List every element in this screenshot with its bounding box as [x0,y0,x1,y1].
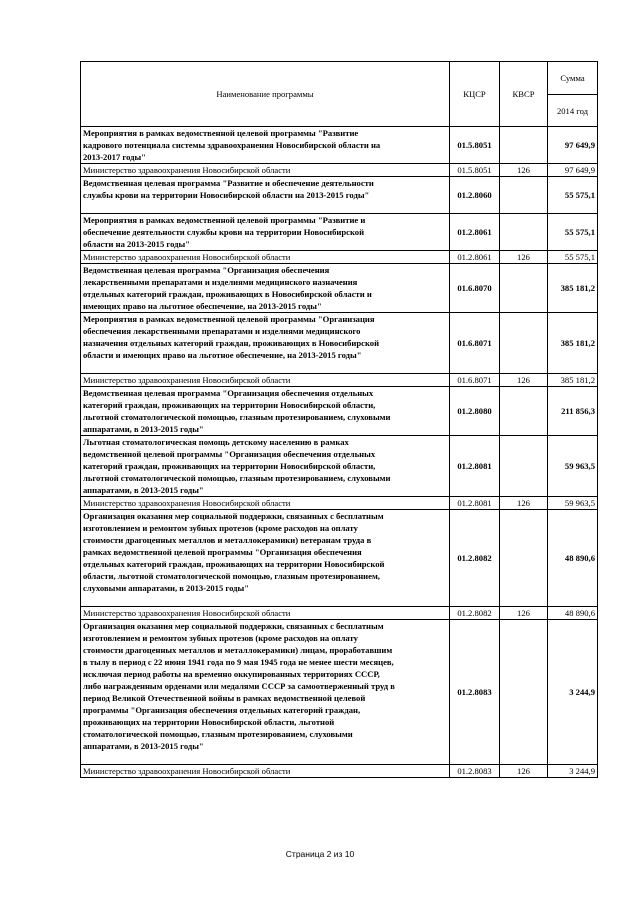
program-name-cell [81,387,450,436]
kcsr-cell: 01.2.8081 [450,497,500,510]
program-name-line: имеющих право на льготное обеспечение, на 2013-2015 годы" [83,301,322,311]
program-row [81,387,598,436]
ministry-row [81,497,598,510]
program-name-line: аппаратами, в 2013-2015 годы" [83,424,204,434]
kcsr-cell: 01.6.8070 [450,264,500,313]
kvsr-cell [500,620,548,765]
program-name-line: Ведомственная целевая программа "Организация обеспечения [83,265,330,275]
header-kcsr: КЦСР [450,62,500,127]
kvsr-cell [500,264,548,313]
kvsr-cell [500,510,548,607]
program-name-cell [81,264,450,313]
program-name-line: Организация оказания мер социальной поддержки, связанных с бесплатным [83,511,384,521]
program-name-line: отдельных категорий граждан, проживающих в Новосибирской области и [83,289,372,299]
sum-cell: 48 890,6 [548,510,598,607]
program-name-line: Ведомственная целевая программа "Развитие и обеспечение деятельности [83,178,374,188]
kvsr-cell: 126 [500,497,548,510]
program-name-cell [81,177,450,214]
sum-cell: 59 963,5 [548,497,598,510]
program-name-line: стоимости драгоценных металлов и металлокерамики) лицам, проработавшим [83,645,393,655]
program-name-cell [81,251,450,264]
program-name-cell [81,765,450,778]
kvsr-cell: 126 [500,765,548,778]
program-name-line: ведомственной целевой программы "Организация обеспечения отдельных [83,449,376,459]
program-name-line: области, льготной стоматологической помощью, глазным протезированием, [83,571,380,581]
program-row [81,510,598,607]
program-name-cell [81,313,450,374]
program-name-line: кадрового потенциала системы здравоохранения Новосибирской области на [83,140,381,150]
program-name-line: либо награжденным орденами или медалями СССР за самоотверженный труд в [83,681,395,691]
ministry-row [81,164,598,177]
kvsr-cell [500,127,548,164]
kvsr-cell: 126 [500,374,548,387]
sum-cell: 55 575,1 [548,177,598,214]
program-name-line: Льготная стоматологическая помощь детскому населению в рамках [83,437,349,447]
sum-cell: 3 244,9 [548,620,598,765]
ministry-row [81,374,598,387]
program-row [81,313,598,374]
program-name-line: льготной стоматологической помощью, глазным протезированием, слуховыми [83,412,391,422]
program-name-line: отдельных категорий граждан, проживающих на территории Новосибирской [83,559,385,569]
program-row [81,436,598,497]
budget-table-container [80,61,597,778]
program-name-line: службы крови на территории Новосибирской области на 2013-2015 годы" [83,190,370,200]
program-name-line: области на 2013-2015 годы" [83,239,190,249]
kvsr-cell: 126 [500,164,548,177]
program-name-line: исключая период работы на временно оккупированных территориях СССР, [83,669,380,679]
sum-cell: 385 181,2 [548,264,598,313]
kcsr-cell: 01.6.8071 [450,313,500,374]
program-name-line: изготовлением и ремонтом зубных протезов (кроме расходов на оплату [83,523,358,533]
program-name-cell [81,607,450,620]
program-name-line: категорий граждан, проживающих на территории Новосибирской области, [83,461,376,471]
program-name-cell [81,127,450,164]
program-row [81,177,598,214]
sum-cell: 3 244,9 [548,765,598,778]
kcsr-cell: 01.2.8061 [450,214,500,251]
kcsr-cell: 01.2.8082 [450,510,500,607]
kvsr-cell [500,387,548,436]
kcsr-cell: 01.2.8060 [450,177,500,214]
ministry-row [81,251,598,264]
kcsr-cell: 01.2.8080 [450,387,500,436]
program-name-line: слуховыми аппаратами, в 2013-2015 годы" [83,583,249,593]
sum-cell: 55 575,1 [548,251,598,264]
header-program-name: Наименование программы [81,62,450,127]
program-name-line: 2013-2017 годы" [83,152,146,162]
kcsr-cell: 01.2.8082 [450,607,500,620]
program-row [81,127,598,164]
program-name-cell [81,374,450,387]
table-body [81,127,598,778]
kvsr-cell: 126 [500,607,548,620]
program-name-line: обеспечения лекарственными препаратами и изделиями медицинского [83,326,361,336]
program-name-line: лекарственными препаратами и изделиями медицинского назначения [83,277,358,287]
header-kvsr: КВСР [500,62,548,127]
program-name-line: Министерство здравоохранения Новосибирской области [83,165,291,175]
program-name-line: Мероприятия в рамках ведомственной целевой программы "Развитие и [83,215,366,225]
program-name-line: стоимости драгоценных металлов и металлокерамики) ветеранам труда в [83,535,372,545]
kcsr-cell: 01.5.8051 [450,164,500,177]
program-name-line: Министерство здравоохранения Новосибирской области [83,498,291,508]
kvsr-cell [500,214,548,251]
program-name-line: Мероприятия в рамках ведомственной целевой программы "Организация [83,314,375,324]
program-name-line [83,361,447,373]
kvsr-cell: 126 [500,251,548,264]
kcsr-cell: 01.5.8051 [450,127,500,164]
program-name-cell [81,164,450,177]
sum-cell: 97 649,9 [548,164,598,177]
sum-cell: 48 890,6 [548,607,598,620]
kvsr-cell [500,313,548,374]
sum-cell: 55 575,1 [548,214,598,251]
sum-cell: 385 181,2 [548,374,598,387]
program-name-line: Организация оказания мер социальной поддержки, связанных с бесплатным [83,621,384,631]
sum-cell: 97 649,9 [548,127,598,164]
kcsr-cell: 01.2.8083 [450,765,500,778]
kcsr-cell: 01.2.8081 [450,436,500,497]
kcsr-cell: 01.2.8061 [450,251,500,264]
sum-cell: 385 181,2 [548,313,598,374]
program-name-line: программы "Организация обеспечения отдельных категорий граждан, [83,705,361,715]
page-number: Страница 2 из 10 [285,849,355,859]
table-header [81,62,598,127]
program-name-line: Министерство здравоохранения Новосибирской области [83,766,291,776]
program-name-line [83,201,447,213]
header-sum: Сумма [548,62,598,95]
program-name-line: назначения отдельных категорий граждан, проживающих в Новосибирской [83,338,380,348]
program-name-line: проживающих на территории Новосибирской области, льготной [83,717,335,727]
budget-table [80,61,598,778]
kcsr-cell: 01.2.8083 [450,620,500,765]
program-name-line: стоматологической помощью, глазным протезированием, слуховыми [83,729,353,739]
program-name-line: Ведомственная целевая программа "Организация обеспечения отдельных [83,388,374,398]
program-name-line: рамках ведомственной целевой программы "Организация обеспечения [83,547,362,557]
program-name-cell [81,620,450,765]
program-name-line: аппаратами, в 2013-2015 годы" [83,485,204,495]
program-name-cell [81,214,450,251]
program-name-line: изготовлением и ремонтом зубных протезов (кроме расходов на оплату [83,633,358,643]
kvsr-cell [500,177,548,214]
program-name-line: обеспечение деятельности службы крови на территории Новосибирской [83,227,365,237]
program-name-line: Министерство здравоохранения Новосибирской области [83,375,291,385]
program-row [81,264,598,313]
program-name-line: в тылу в период с 22 июня 1941 года по 9 мая 1945 года не менее шести месяцев, [83,657,394,667]
program-name-line: Министерство здравоохранения Новосибирской области [83,252,291,262]
ministry-row [81,607,598,620]
program-name-line: Министерство здравоохранения Новосибирской области [83,608,291,618]
kvsr-cell [500,436,548,497]
program-name-line: аппаратами, в 2013-2015 годы" [83,741,204,751]
program-name-line: период Великой Отечественной войны в рамках ведомственной целевой [83,693,366,703]
sum-cell: 211 856,3 [548,387,598,436]
program-name-cell [81,497,450,510]
ministry-row [81,765,598,778]
program-name-cell [81,510,450,607]
program-name-line: категорий граждан, проживающих на территории Новосибирской области, [83,400,376,410]
program-name-line: Мероприятия в рамках ведомственной целевой программы "Развитие [83,128,359,138]
program-name-cell [81,436,450,497]
program-name-line: области и имеющих право на льготное обеспечение, на 2013-2015 годы" [83,350,362,360]
program-row [81,620,598,765]
program-name-line [83,752,447,764]
program-name-line [83,594,447,606]
sum-cell: 59 963,5 [548,436,598,497]
kcsr-cell: 01.6.8071 [450,374,500,387]
program-name-line: льготной стоматологической помощью, глазным протезированием, слуховыми [83,473,391,483]
header-year: 2014 год [548,95,598,127]
program-row [81,214,598,251]
